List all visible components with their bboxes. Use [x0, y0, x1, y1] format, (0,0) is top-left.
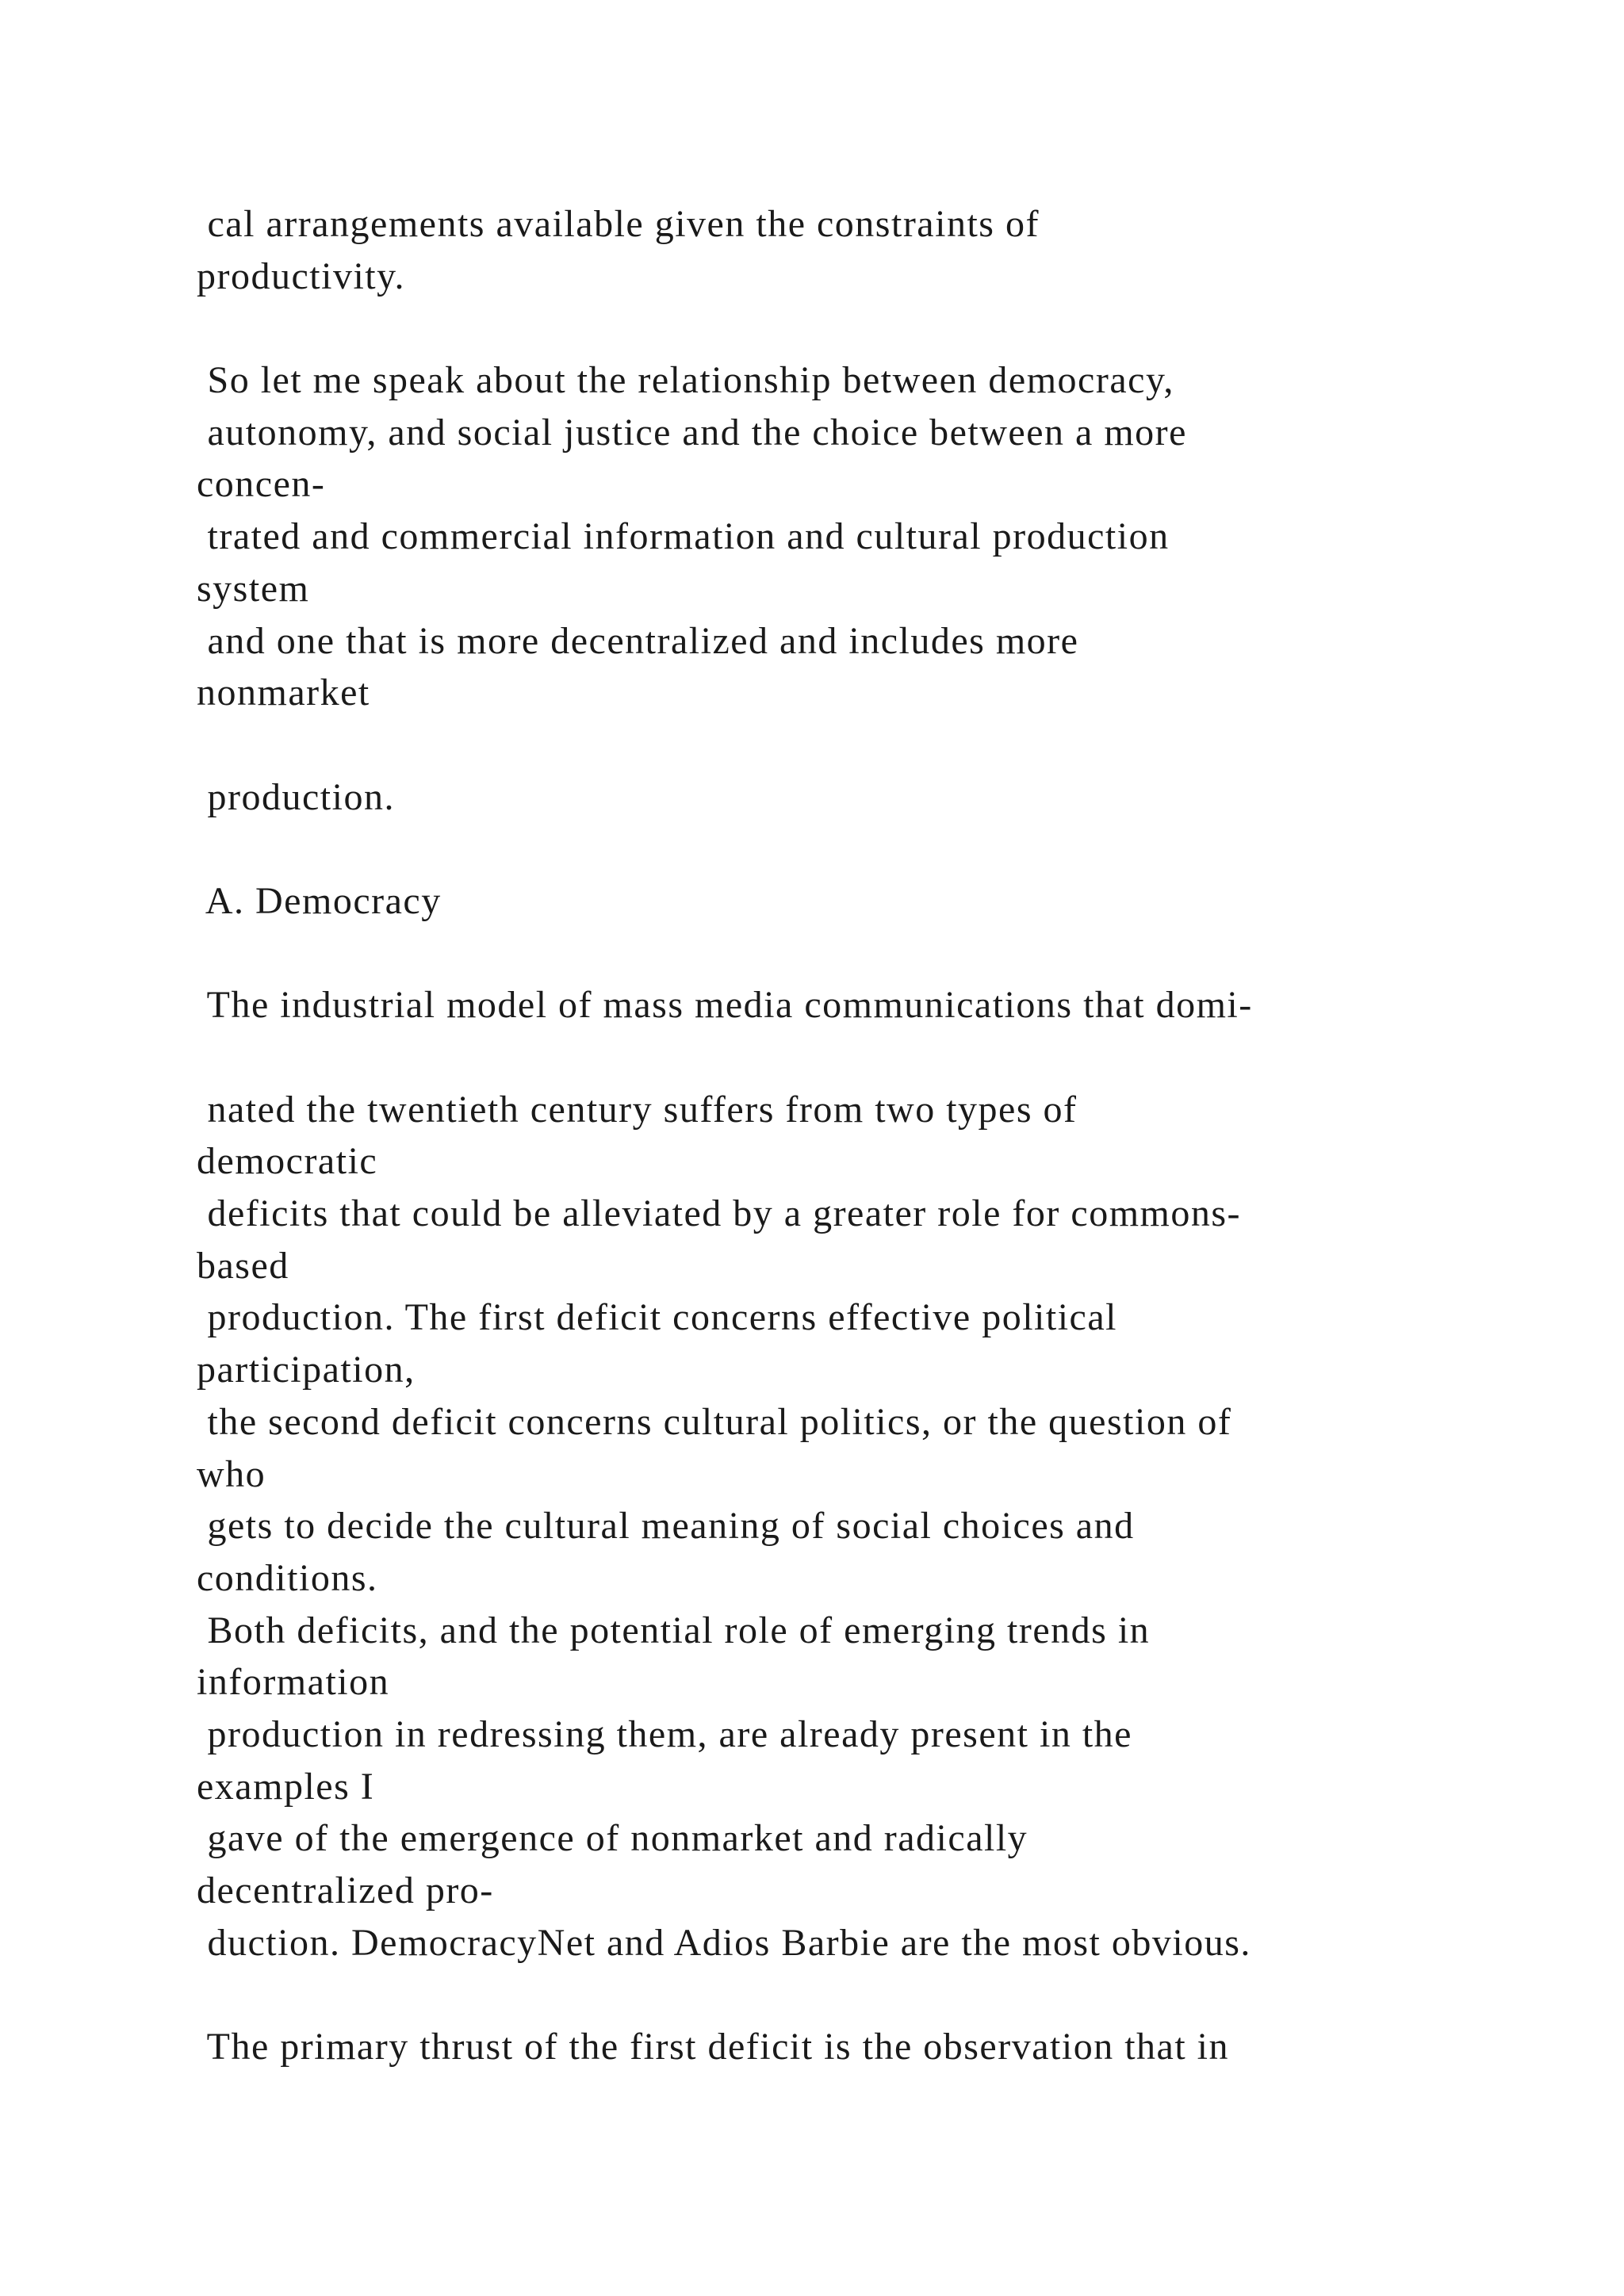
text-line: who	[197, 1452, 266, 1495]
text-line: Both deficits, and the potential role of emerging trends in	[197, 1609, 1151, 1651]
text-line: production. The first deficit concerns effective political	[197, 1296, 1117, 1339]
text-line: decentralized pro-	[197, 1869, 494, 1911]
blank-line	[197, 823, 1497, 875]
text-line: examples I	[197, 1765, 375, 1808]
text-line: nated the twentieth century suffers from two types of	[197, 1088, 1078, 1131]
text-line: democratic	[197, 1140, 378, 1183]
text-line: and one that is more decentralized and includes more	[197, 619, 1079, 662]
text-line: productivity.	[197, 254, 406, 297]
blank-line	[197, 1969, 1497, 2021]
text-line: deficits that could be alleviated by a greater role for commons-	[197, 1192, 1242, 1235]
text-line: production in redressing them, are already present in the	[197, 1712, 1132, 1755]
text-line: based	[197, 1244, 289, 1287]
text-line: system	[197, 567, 310, 610]
blank-line	[197, 928, 1497, 980]
document-body	[197, 198, 1497, 2073]
text-line: nonmarket	[197, 672, 370, 714]
text-line: information	[197, 1661, 390, 1704]
text-line: cal arrangements available given the constraints of	[197, 203, 1040, 245]
text-line: autonomy, and social justice and the choice between a more	[197, 411, 1187, 453]
blank-line	[197, 719, 1497, 771]
text-line: The industrial model of mass media communications that domi-	[197, 984, 1253, 1027]
text-line: gave of the emergence of nonmarket and radically	[197, 1817, 1028, 1860]
text-line: The primary thrust of the first deficit is the observation that in	[197, 2026, 1229, 2068]
text-line: production.	[197, 775, 395, 818]
text-line: So let me speak about the relationship between democracy,	[197, 359, 1174, 402]
text-line: duction. DemocracyNet and Adios Barbie are the most obvious.	[197, 1921, 1251, 1964]
blank-line	[197, 1031, 1497, 1084]
text-line: the second deficit concerns cultural politics, or the question of	[197, 1400, 1232, 1443]
text-line: gets to decide the cultural meaning of social choices and	[197, 1505, 1135, 1548]
text-line: participation,	[197, 1349, 416, 1391]
text-line: conditions.	[197, 1556, 378, 1599]
text-line: concen-	[197, 463, 326, 506]
text-line: trated and commercial information and cultural production	[197, 515, 1170, 558]
blank-line	[197, 302, 1497, 354]
section-heading: A. Democracy	[197, 879, 442, 922]
